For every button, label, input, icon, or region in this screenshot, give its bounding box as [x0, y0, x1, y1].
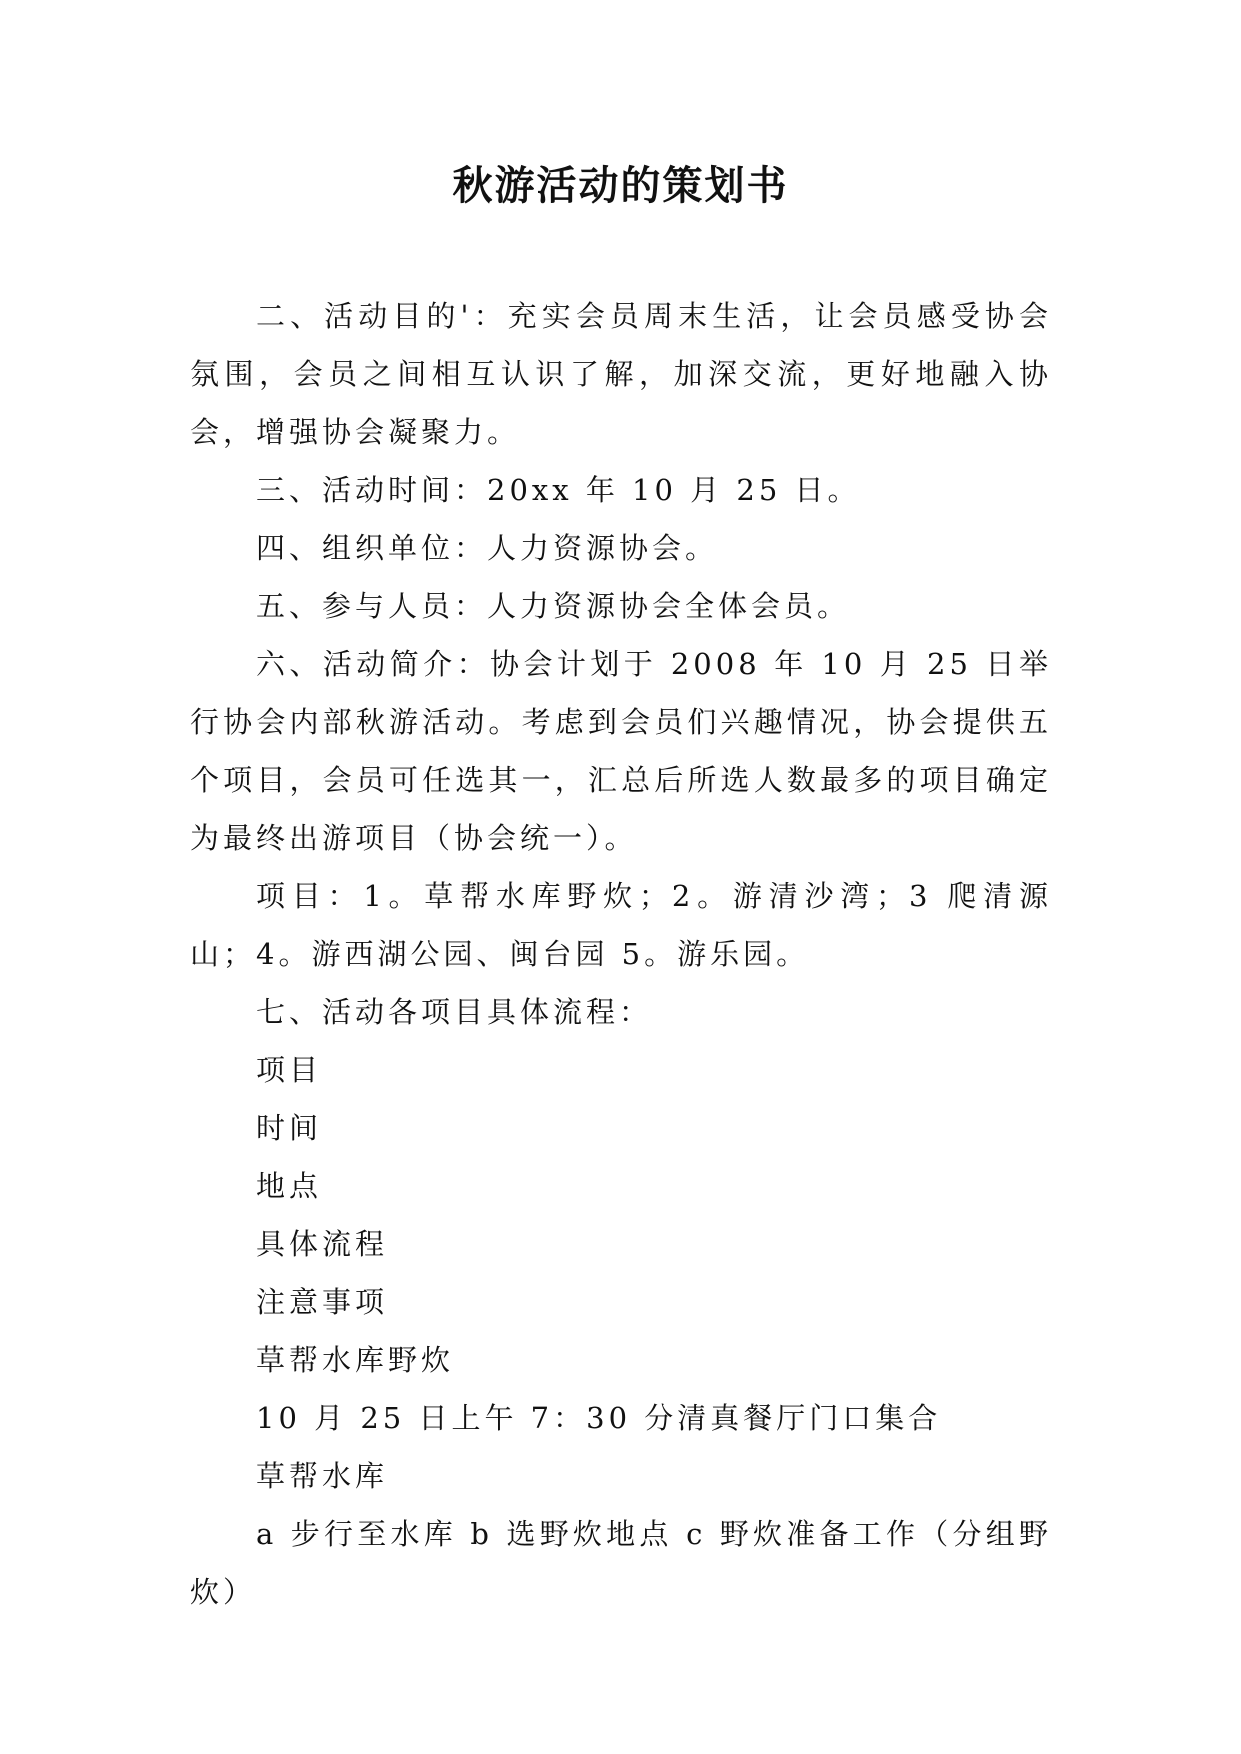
- paragraph-organizer: 四、组织单位：人力资源协会。: [256, 531, 719, 565]
- paragraph-introduction: 六、活动简介：协会计划于 2008 年 10 月 25 日举行协会内部秋游活动。考虑到会员们兴趣情况，协会提供五个项目，会员可任选其一，汇总后所选人数最多的项目确定为最终出游项目（协会统一）。: [190, 647, 1052, 855]
- table-header-project: 项目: [256, 1053, 323, 1087]
- table-header-location: 地点: [256, 1169, 323, 1203]
- table-header-process: 具体流程: [256, 1227, 389, 1261]
- table-cell-location: 草帮水库: [256, 1459, 389, 1493]
- table-header-time: 时间: [256, 1111, 323, 1145]
- paragraph-project-options: 项目：1。草帮水库野炊；2。游清沙湾；3 爬清源山；4。游西湖公园、闽台园 5。游乐园。: [190, 879, 1052, 971]
- paragraph-process-heading: 七、活动各项目具体流程：: [256, 995, 653, 1029]
- document-body: [190, 287, 1052, 1621]
- table-cell-project-name: 草帮水库野炊: [256, 1343, 455, 1377]
- paragraph-participants: 五、参与人员：人力资源协会全体会员。: [256, 589, 851, 623]
- document-title: 秋游活动的策划书: [452, 162, 789, 209]
- table-cell-meeting-time: 10 月 25 日上午 7：30 分清真餐厅门口集合: [256, 1401, 942, 1435]
- paragraph-time: 三、活动时间：20xx 年 10 月 25 日。: [256, 473, 861, 507]
- table-header-notes: 注意事项: [256, 1285, 389, 1319]
- table-cell-process-steps: a 步行至水库 b 选野炊地点 c 野炊准备工作（分组野炊）: [190, 1517, 1052, 1609]
- paragraph-purpose: 二、活动目的'：充实会员周末生活，让会员感受协会氛围，会员之间相互认识了解，加深交流，更好地融入协会，增强协会凝聚力。: [190, 299, 1052, 449]
